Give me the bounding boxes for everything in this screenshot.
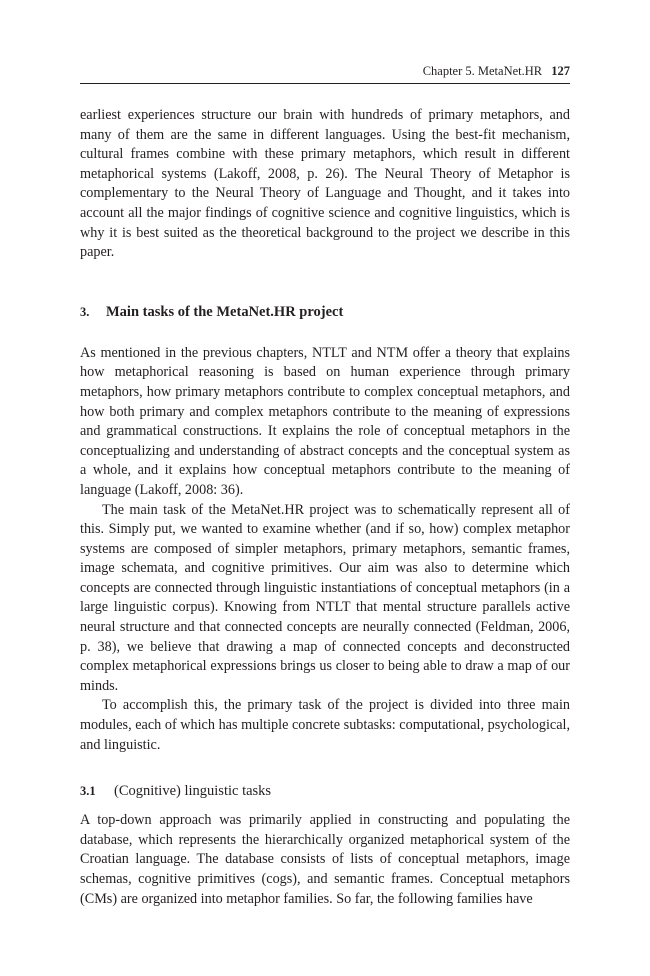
paragraph-4: To accomplish this, the primary task of the project is divided into three main modules, each of which has multiple concrete subtasks: computational, psychological, and linguistic. (80, 697, 570, 753)
header-rule (80, 83, 570, 84)
section-title: Main tasks of the MetaNet.HR project (106, 303, 344, 320)
section-heading (80, 302, 570, 322)
subsection-heading (80, 781, 570, 801)
paragraph-5: A top-down approach was primarily applied in constructing and populating the database, which represents the hierarchically organized metaphorical system of the Croatian language. The database consists of lists of conceptual metaphors, image schemas, cognitive primitives (cogs), and semantic frames. Conceptual metaphors (CMs) are organized into metaphor families. So far, the following families have (80, 812, 570, 907)
body-text (80, 106, 570, 909)
page-number: 127 (551, 64, 570, 78)
chapter-title: Chapter 5. MetaNet.HR (422, 64, 543, 78)
paragraph-2: As mentioned in the previous chapters, NTLT and NTM offer a theory that explains how metaphorical reasoning is based on human experience through primary metaphors, how primary metaphors contribute to complex conceptual metaphors, and how both primary and complex metaphors contribute to the meaning of expressions and grammatical constructions. It explains the role of conceptual metaphors in the conceptualizing and understanding of abstract concepts and the conceptual system as a whole, and it explains how conceptual metaphors contribute to the meaning of language (Lakoff, 2008: 36). (80, 344, 570, 498)
paragraph-1: earliest experiences structure our brain with hundreds of primary metaphors, and many of them are the same in different languages. Using the best-fit mechanism, cultural frames combine with these primary metaphors, which result in different metaphorical systems (Lakoff, 2008, p. 26). The Neural Theory of Metaphor is complementary to the Neural Theory of Language and Thought, and it takes into account all the major findings of cognitive science and cognitive linguistics, which is why it is best suited as the theoretical background to the project we describe in this paper. (80, 107, 570, 261)
subsection-title: (Cognitive) linguistic tasks (114, 783, 272, 800)
section-number: 3. (80, 304, 90, 319)
running-head (80, 63, 570, 79)
paragraph-3: The main task of the MetaNet.HR project was to schematically represent all of this. Simply put, we wanted to examine whether (and if so, how) complex metaphor systems are composed of simpler metaphors, primary metaphors, semantic frames, image schemata, and cognitive primitives. Our aim was also to determine which concepts are connected through linguistic instantiations of conceptual metaphors (in a large linguistic corpus). Knowing from NTLT that mental structure parallels active neural structure and that connected concepts are neurally connected (Feldman, 2006, p. 38), we believe that drawing a map of connected concepts and deconstructed complex metaphorical expressions brings us closer to being able to draw a map of our minds. (80, 501, 570, 694)
subsection-number: 3.1 (80, 784, 96, 799)
